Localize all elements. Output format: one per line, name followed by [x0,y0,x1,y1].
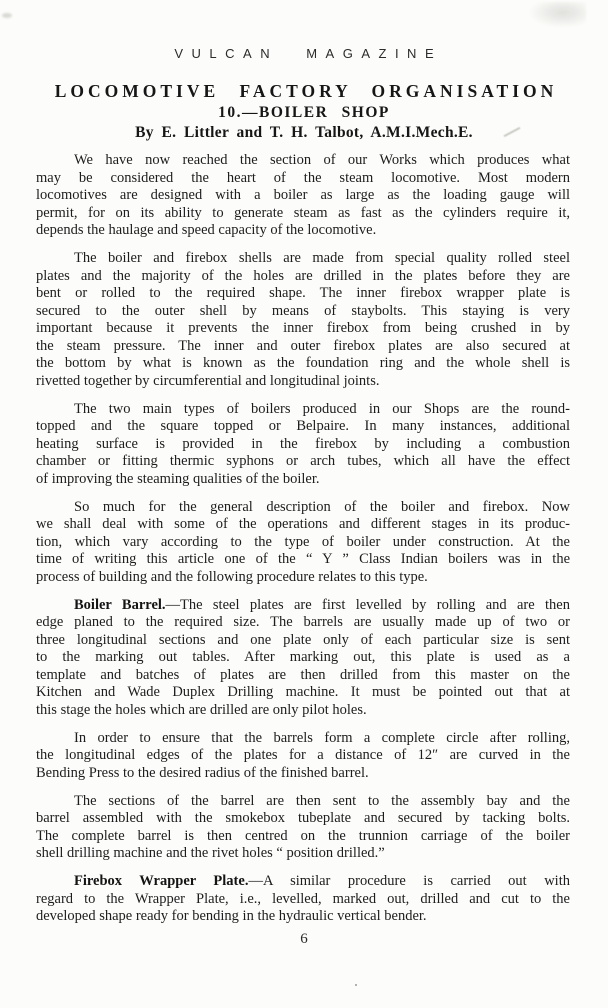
article-body [36,152,570,936]
text-line: important because it prevents the inner firebox from being crushed in by [36,320,570,336]
paragraph [36,250,570,390]
text-line: The sections of the barrel are then sent to the assembly bay and the [74,792,570,809]
article-byline: By E. Littler and T. H. Talbot, A.M.I.Mech.E. [135,124,473,141]
text-line: the longitudinal edges of the plates for a distance of 12″ are curved in the [36,747,570,763]
text-line: In order to ensure that the barrels form a complete circle after rolling, [74,729,570,746]
text-line: topped and the square topped or Belpaire. In many instances, additional [36,418,570,434]
text-line: The complete barrel is then centred on the trunnion carriage of the boiler [36,827,570,844]
text-line: tion, which vary according to the type of boiler under construction. At the [36,533,570,550]
text-line: developed shape ready for bending in the hydraulic vertical bender. [36,908,427,924]
text-line: secured to the outer shell by means of staybolts. This staying is very [36,302,570,319]
paragraph [36,401,570,489]
article-title: LOCOMOTIVE FACTORY ORGANISATION [54,81,558,101]
text-line: Firebox Wrapper Plate.—A similar procedure is carried out with [74,873,570,889]
scan-artifact-dot [355,984,357,986]
paragraph [36,873,570,926]
text-line: Kitchen and Wade Duplex Drilling machine. It must be pointed out that at [36,684,570,700]
text-line: So much for the general description of the boiler and firebox. Now [74,498,570,515]
text-line: chamber or fitting thermic syphons or arch tubes, which all have the effect [36,453,570,469]
text-line: plates and the majority of the holes are drilled in the plates before they are [36,267,570,284]
paragraph [36,499,570,587]
paragraph [36,152,570,240]
text-line: depends the haulage and speed capacity of the locomotive. [36,222,377,238]
text-line: The two main types of boilers produced in our Shops are the round- [74,400,570,417]
text-line: locomotives are designed with a boiler as large as the loading gauge will [36,187,570,203]
text-line: of improving the steaming qualities of the boiler. [36,470,320,487]
text-line: three longitudinal sections and one plate only of each particular size is sent [36,631,570,648]
text-line: we shall deal with some of the operations and different stages in its produc- [36,516,570,532]
text-line: process of building and the following procedure relates to this type. [36,568,428,585]
text-line: the steam pressure. The inner and outer firebox plates are also secured at [36,337,570,354]
text-line: The boiler and firebox shells are made from special quality rolled steel [74,250,570,266]
text-line: template and batches of plates are then drilled from this master on the [36,666,570,683]
text-line: rivetted together by circumferential and longitudinal joints. [36,372,380,389]
page-number: 6 [300,931,308,947]
text-line: regard to the Wrapper Plate, i.e., levelled, marked out, drilled and cut to the [36,890,570,907]
text-line: heating surface is provided in the firebox by including a combustion [36,435,570,452]
text-line: Boiler Barrel.—The steel plates are first levelled by rolling and are then [74,596,570,613]
article-section-heading: 10.—BOILER SHOP [218,104,390,121]
text-line: Bending Press to the desired radius of the finished barrel. [36,764,369,781]
magazine-header: VULCAN MAGAZINE [174,46,443,61]
paragraph [36,730,570,783]
scan-artifact-top-right [528,2,586,28]
text-line: barrel assembled with the smokebox tubeplate and secured by tacking bolts. [36,810,570,826]
text-line: to the marking out tables. After marking out, this plate is used as a [36,649,570,665]
text-line: the bottom by what is known as the foundation ring and the whole shell is [36,355,570,371]
text-line: bent or rolled to the required shape. The inner firebox wrapper plate is [36,285,570,301]
paragraph [36,597,570,720]
text-line: shell drilling machine and the rivet holes “ position drilled.” [36,845,385,861]
text-line: permit, for on its ability to generate steam as fast as the cylinders require it, [36,204,570,221]
text-line: We have now reached the section of our Works which produces what [74,152,570,168]
paragraph [36,793,570,863]
scan-artifact-top-left [2,13,12,18]
text-line: time of writing this article one of the “ Y ” Class Indian boilers was in the [36,551,570,567]
text-line: edge planed to the required size. The barrels are usually made up of two or [36,614,570,630]
text-line: this stage the holes which are drilled are only pilot holes. [36,701,367,718]
text-line: may be considered the heart of the steam locomotive. Most modern [36,169,570,186]
